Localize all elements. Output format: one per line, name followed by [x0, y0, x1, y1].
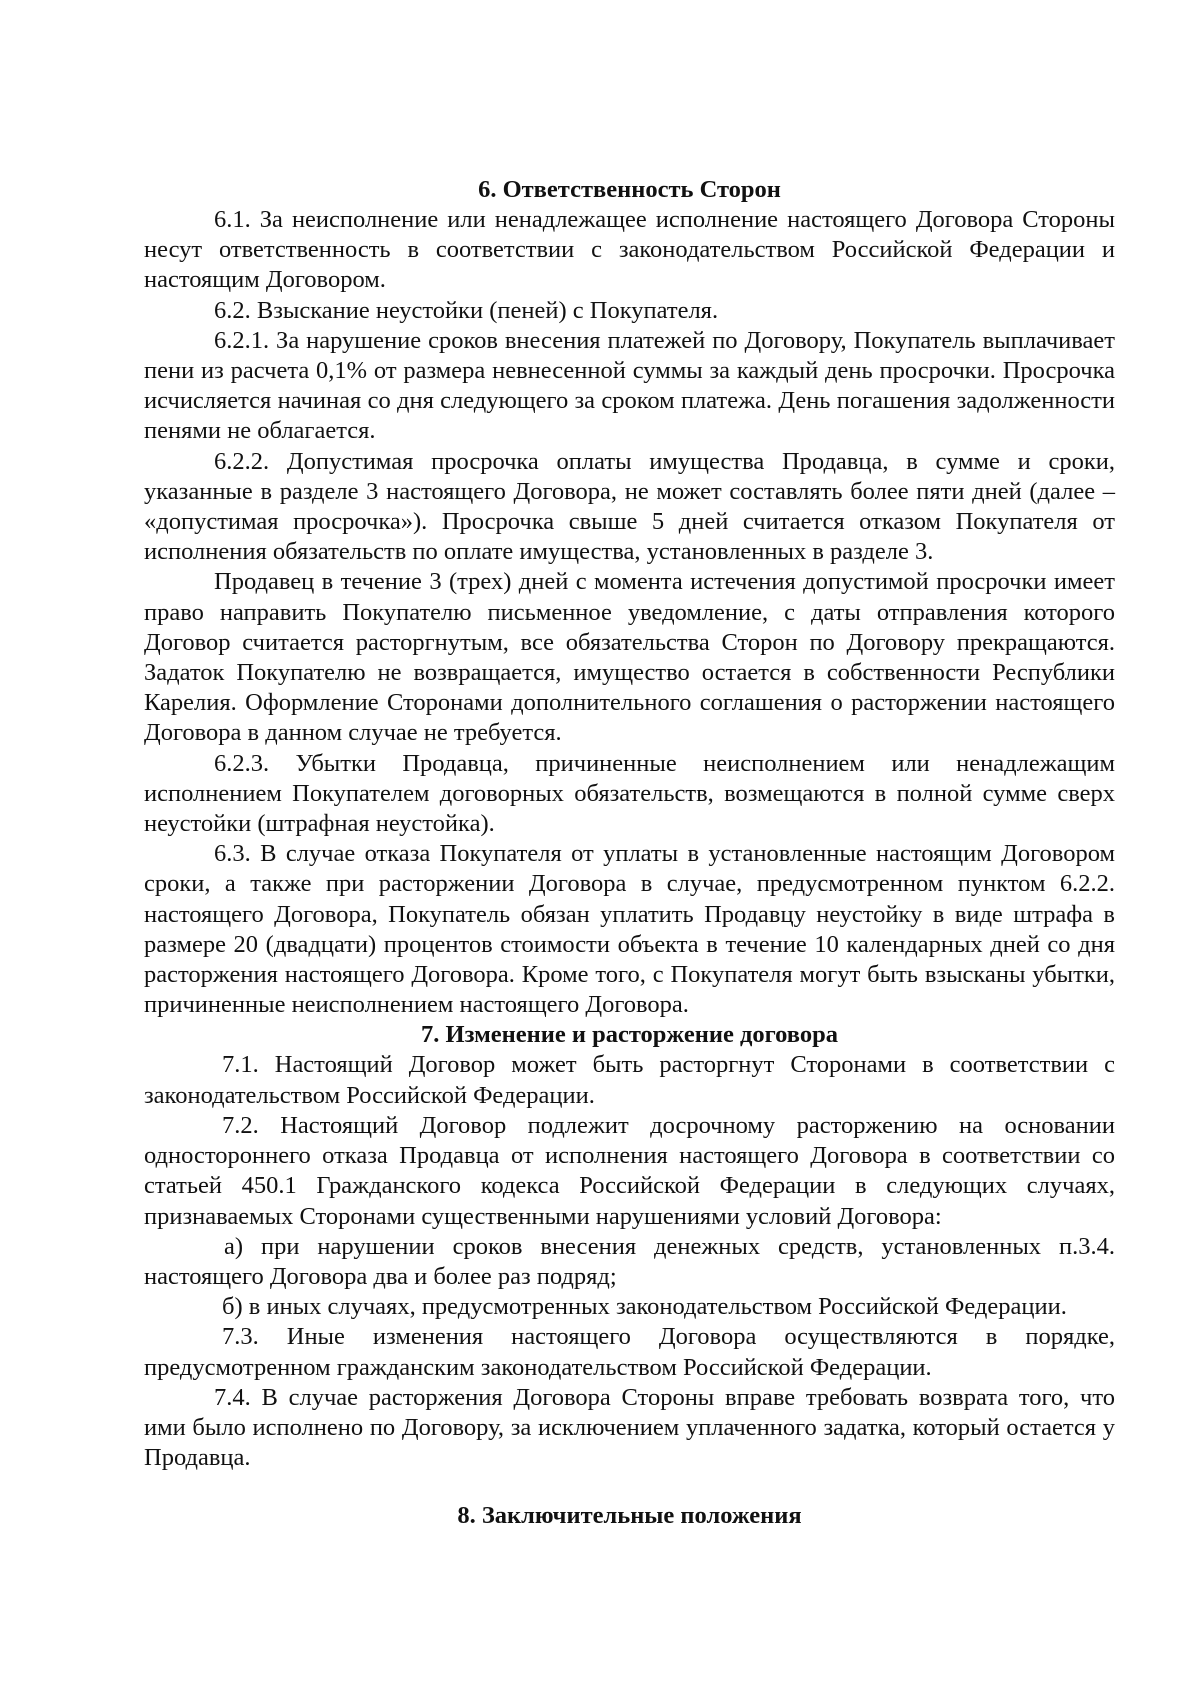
paragraph-6-1: 6.1. За неисполнение или ненадлежащее исполнение настоящего Договора Стороны несут ответственность в соответствии с законодательством Российской Федерации и настоящим Договором.	[144, 206, 1115, 294]
paragraph-7-2-a: а) при нарушении сроков внесения денежных средств, установленных п.3.4. настоящего Договора два и более раз подряд;	[144, 1232, 1115, 1290]
section-8-heading: 8. Заключительные положения	[457, 1502, 802, 1530]
paragraph-6-2-2: 6.2.2. Допустимая просрочка оплаты имущества Продавца, в сумме и сроки, указанные в разделе 3 настоящего Договора, не может составлять более пяти дней (далее – «допустимая просрочка»). Просрочка свыше 5 дней считается отказом Покупателя от исполнения обязательств по оплате имущества, установленных в разделе 3.	[144, 447, 1115, 566]
paragraph-7-1: 7.1. Настоящий Договор может быть расторгнут Сторонами в соответствии с законодательством Российской Федерации.	[144, 1051, 1115, 1109]
paragraph-7-2: 7.2. Настоящий Договор подлежит досрочному расторжению на основании одностороннего отказа Продавца от исполнения настоящего Договора в соответствии со статьей 450.1 Гражданского кодекса Российской Федерации в следующих случаях, признаваемых Сторонами существенными нарушениями условий Договора:	[144, 1111, 1115, 1230]
paragraph-6-2-3: 6.2.3. Убытки Продавца, причиненные неисполнением или ненадлежащим исполнением Покупателем договорных обязательств, возмещаются в полной сумме сверх неустойки (штрафная неустойка).	[144, 749, 1115, 838]
paragraph-7-2-b: б) в иных случаях, предусмотренных законодательством Российской Федерации.	[222, 1293, 1067, 1321]
section-6-heading: 6. Ответственность Сторон	[478, 176, 781, 203]
paragraph-7-3: 7.3. Иные изменения настоящего Договора осуществляются в порядке, предусмотренном гражданским законодательством Российской Федерации.	[144, 1323, 1115, 1381]
paragraph-7-4: 7.4. В случае расторжения Договора Стороны вправе требовать возврата того, что ими было исполнено по Договору, за исключением уплаченного задатка, который остается у Продавца.	[144, 1383, 1115, 1472]
section-7-heading: 7. Изменение и расторжение договора	[421, 1021, 838, 1049]
paragraph-6-3: 6.3. В случае отказа Покупателя от уплаты в установленные настоящим Договором сроки, а также при расторжении Договора в случае, предусмотренном пунктом 6.2.2. настоящего Договора, Покупатель обязан уплатить Продавцу неустойку в виде штрафа в размере 20 (двадцати) процентов стоимости объекта в течение 10 календарных дней со дня расторжения настоящего Договора. Кроме того, с Покупателя могут быть взысканы убытки, причиненные неисполнением настоящего Договора.	[144, 840, 1115, 1019]
section-gap	[144, 1473, 1115, 1501]
paragraph-6-2-2-seller-notice: Продавец в течение 3 (трех) дней с момента истечения допустимой просрочки имеет право направить Покупателю письменное уведомление, с даты отправления которого Договор считается расторгнутым, все обязательства Сторон по Договору прекращаются. Задаток Покупателю не возвращается, имущество остается в собственности Республики Карелия. Оформление Сторонами дополнительного соглашения о расторжении настоящего Договора в данном случае не требуется.	[144, 568, 1115, 747]
paragraph-6-2-1: 6.2.1. За нарушение сроков внесения платежей по Договору, Покупатель выплачивает пени из расчета 0,1% от размера невнесенной суммы за каждый день просрочки. Просрочка исчисляется начиная со дня следующего за сроком платежа. День погашения задолженности пенями не облагается.	[144, 326, 1115, 445]
paragraph-6-2: 6.2. Взыскание неустойки (пеней) с Покупателя.	[214, 296, 719, 324]
document-page	[144, 175, 1115, 1531]
